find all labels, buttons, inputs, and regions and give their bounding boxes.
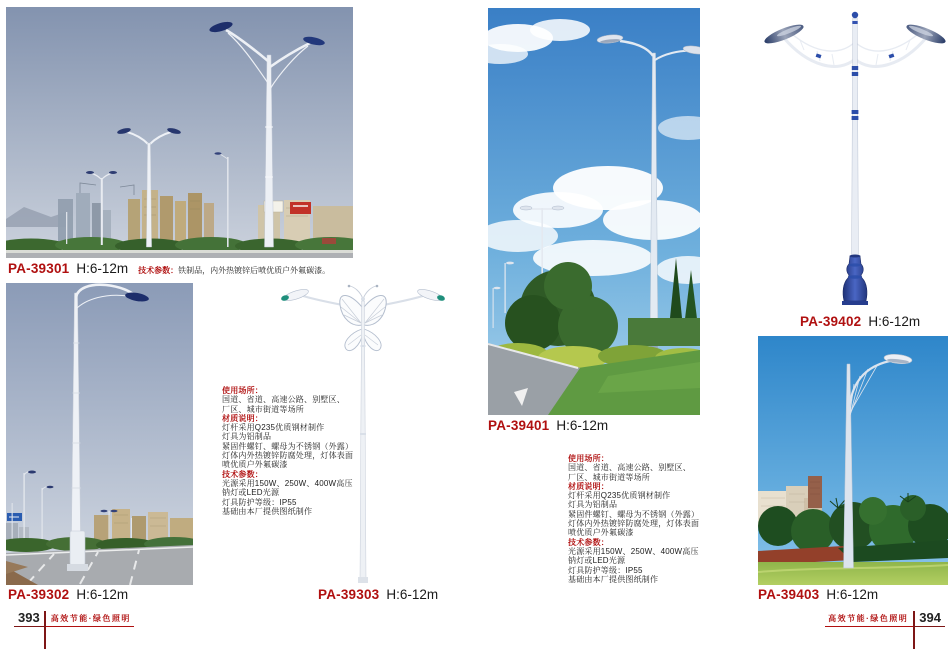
spec-line: 厂区、城市街道等场所 (222, 404, 304, 414)
footer-slogan-left: 高效节能·绿色照明 (46, 611, 134, 627)
caption-pa-39302 (8, 587, 128, 602)
spec-line: 紧固件螺钉、螺母为不锈钢（外露） (222, 441, 354, 451)
street-lamp-sky-image (488, 8, 700, 415)
product-code: PA-39402 (800, 314, 862, 329)
caption-pa-39303 (318, 587, 438, 602)
product-code: PA-39303 (318, 587, 380, 602)
footer-left (14, 611, 134, 649)
cityscape-street-lamps-image (6, 7, 353, 258)
tech-note: 铁制品，内外热镀锌后喷优质户外氟碳漆。 (178, 266, 331, 275)
spec-tech-title: 技术参数： (568, 537, 609, 547)
product-height: H:6-12m (556, 418, 609, 433)
footer-right (825, 611, 945, 649)
spec-line: 钠灯或LED光源 (568, 556, 626, 566)
spec-line: 厂区、城市街道等场所 (568, 472, 650, 482)
caption-pa-39402 (800, 314, 920, 329)
spec-block-right (568, 454, 699, 584)
spec-line: 国道、省道、高速公路、别墅区、 (568, 463, 691, 473)
product-code: PA-39403 (758, 587, 820, 602)
spec-line: 灯杆采用Q235优质钢材制作 (222, 423, 325, 433)
spec-line: 灯体内外热镀锌防腐处理，灯体表面 (222, 451, 354, 461)
caption-pa-39301 (8, 261, 330, 276)
caption-pa-39403 (758, 587, 878, 602)
spec-material-title: 材质说明： (222, 413, 263, 423)
spec-line: 灯体内外热镀锌防腐处理，灯体表面 (568, 519, 700, 529)
spec-line: 喷优质户外氟碳漆 (568, 528, 634, 538)
street-lamp-road-image (6, 283, 193, 585)
spec-line: 灯具防护等级：IP55 (568, 565, 643, 575)
photo-pa-39302 (6, 283, 193, 585)
spec-line: 灯具为铝制品 (222, 432, 272, 442)
caption-pa-39401 (488, 418, 608, 433)
spec-material-title: 材质说明： (568, 481, 609, 491)
spec-tech-title: 技术参数： (222, 469, 263, 479)
double-arm-street-lamp-image (758, 4, 950, 310)
spec-line: 光源采用150W、250W、400W高压 (222, 478, 353, 488)
product-height: H:6-12m (386, 587, 439, 602)
photo-pa-39403 (758, 336, 948, 585)
spec-line: 灯杆采用Q235优质钢材制作 (568, 491, 671, 501)
footer-slogan-right: 高效节能·绿色照明 (825, 611, 913, 627)
page-number-right: 394 (915, 611, 945, 627)
product-height: H:6-12m (76, 587, 129, 602)
tech-note-label: 技术参数： (138, 266, 179, 275)
spec-line: 光源采用150W、250W、400W高压 (568, 546, 699, 556)
spec-line: 灯具防护等级：IP55 (222, 497, 297, 507)
product-code: PA-39301 (8, 261, 70, 276)
spec-line: 喷优质户外氟碳漆 (222, 460, 288, 470)
product-height: H:6-12m (868, 314, 921, 329)
product-height: H:6-12m (76, 261, 129, 276)
photo-pa-39401 (488, 8, 700, 415)
spec-line: 紧固件螺钉、螺母为不锈钢（外露） (568, 509, 700, 519)
product-code: PA-39401 (488, 418, 550, 433)
drawing-pa-39402 (758, 4, 950, 310)
spec-usage-title: 使用场所： (222, 386, 263, 395)
spec-line: 灯具为铝制品 (568, 500, 618, 510)
page-number-left: 393 (14, 611, 44, 627)
spec-block-left (222, 386, 353, 516)
photo-pa-39301 (6, 7, 353, 258)
product-code: PA-39302 (8, 587, 70, 602)
spec-line: 钠灯或LED光源 (222, 488, 280, 498)
spec-line: 基础由本厂提供图纸制作 (568, 574, 659, 584)
single-arm-lamp-park-image (758, 336, 948, 585)
spec-line: 国道、省道、高速公路、别墅区、 (222, 395, 345, 405)
spec-usage-title: 使用场所： (568, 454, 609, 463)
product-height: H:6-12m (826, 587, 879, 602)
spec-line: 基础由本厂提供图纸制作 (222, 506, 313, 516)
